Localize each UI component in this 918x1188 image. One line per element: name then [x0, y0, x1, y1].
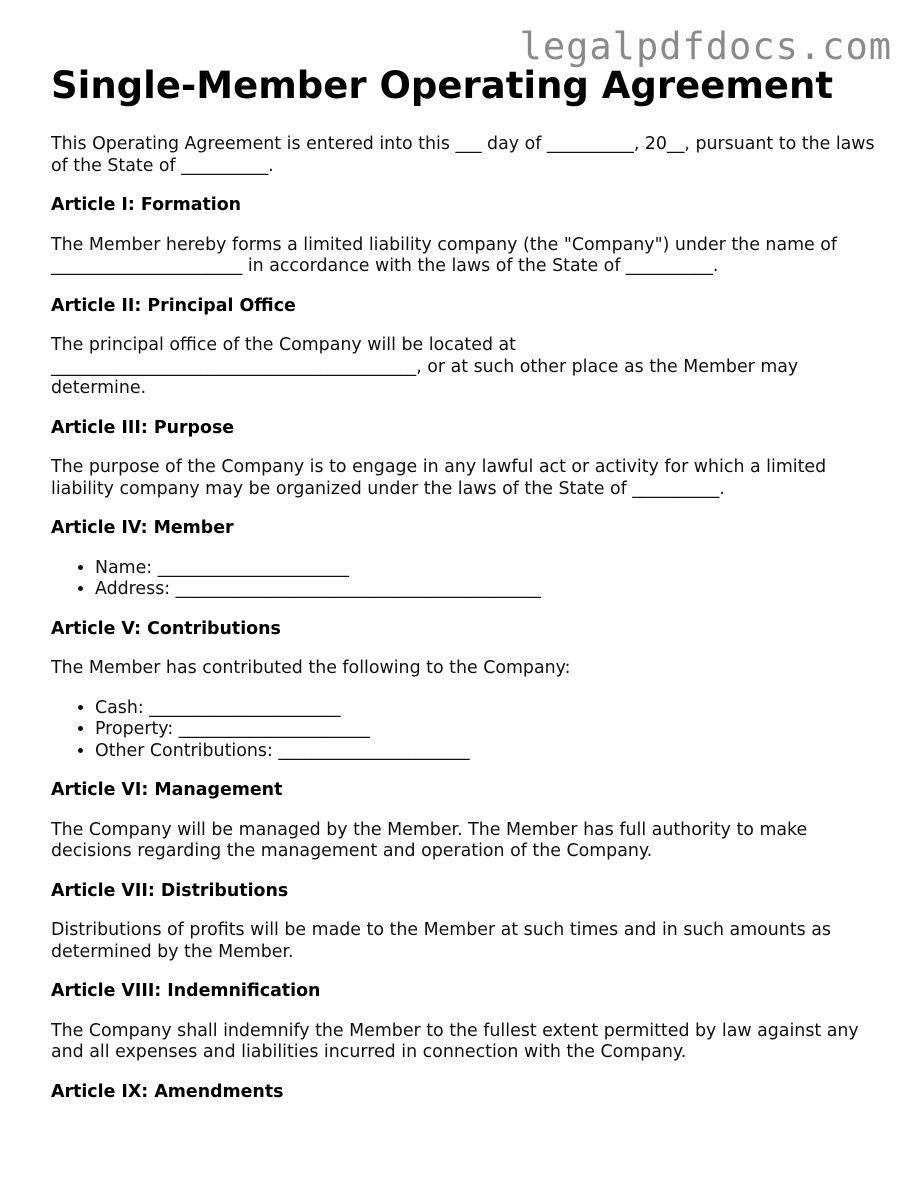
intro-paragraph: This Operating Agreement is entered into this ___ day of __________, 20__, pursuant to the laws of the State of __________. — [51, 134, 875, 176]
member-name-item: • Name: ______________________ — [95, 558, 881, 580]
article-1-heading: Article I: Formation — [51, 195, 242, 216]
article-9-heading: Article IX: Amendments — [51, 1081, 284, 1102]
member-list — [51, 558, 881, 601]
contribution-cash-item: • Cash: ______________________ — [95, 698, 881, 720]
article-6-text: The Company will be managed by the Member. The Member has full authority to make decisions regarding the management and operation of the Company. — [51, 819, 808, 862]
contribution-property-item: • Property: ______________________ — [95, 719, 881, 741]
article-1-text: The Member hereby forms a limited liability company (the "Company") under the name of ______________________ in accordance with the laws of the State of __________. — [51, 234, 838, 277]
article-3-text: The purpose of the Company is to engage in any lawful act or activity for which a limited liability company may be organized under the laws of the State of __________. — [51, 457, 827, 499]
article-2-text: The principal office of the Company will be located at __________________________________________, or at such other place as the Member may determine. — [51, 335, 799, 399]
article-2-heading: Article II: Principal Office — [51, 295, 296, 316]
article-8-text: The Company shall indemnify the Member to the fullest extent permitted by law against any and all expenses and liabilities incurred in connection with the Company. — [51, 1020, 859, 1063]
article-5-heading: Article V: Contributions — [51, 618, 281, 639]
article-5-text: The Member has contributed the following to the Company: — [51, 658, 571, 679]
article-8-heading: Article VIII: Indemnification — [51, 981, 321, 1002]
article-7-heading: Article VII: Distributions — [51, 880, 289, 901]
watermark: legalpdfdocs.com — [519, 25, 892, 68]
contributions-list — [51, 698, 881, 763]
contribution-other-item: • Other Contributions: ______________________ — [95, 741, 881, 763]
document-page — [51, 64, 881, 1121]
member-address-item: • Address: __________________________________________ — [95, 579, 881, 601]
article-4-heading: Article IV: Member — [51, 518, 234, 539]
article-6-heading: Article VI: Management — [51, 780, 283, 801]
article-7-text: Distributions of profits will be made to the Member at such times and in such amounts as determined by the Member. — [51, 920, 831, 962]
document-title: Single-Member Operating Agreement — [51, 64, 834, 107]
article-3-heading: Article III: Purpose — [51, 417, 235, 438]
